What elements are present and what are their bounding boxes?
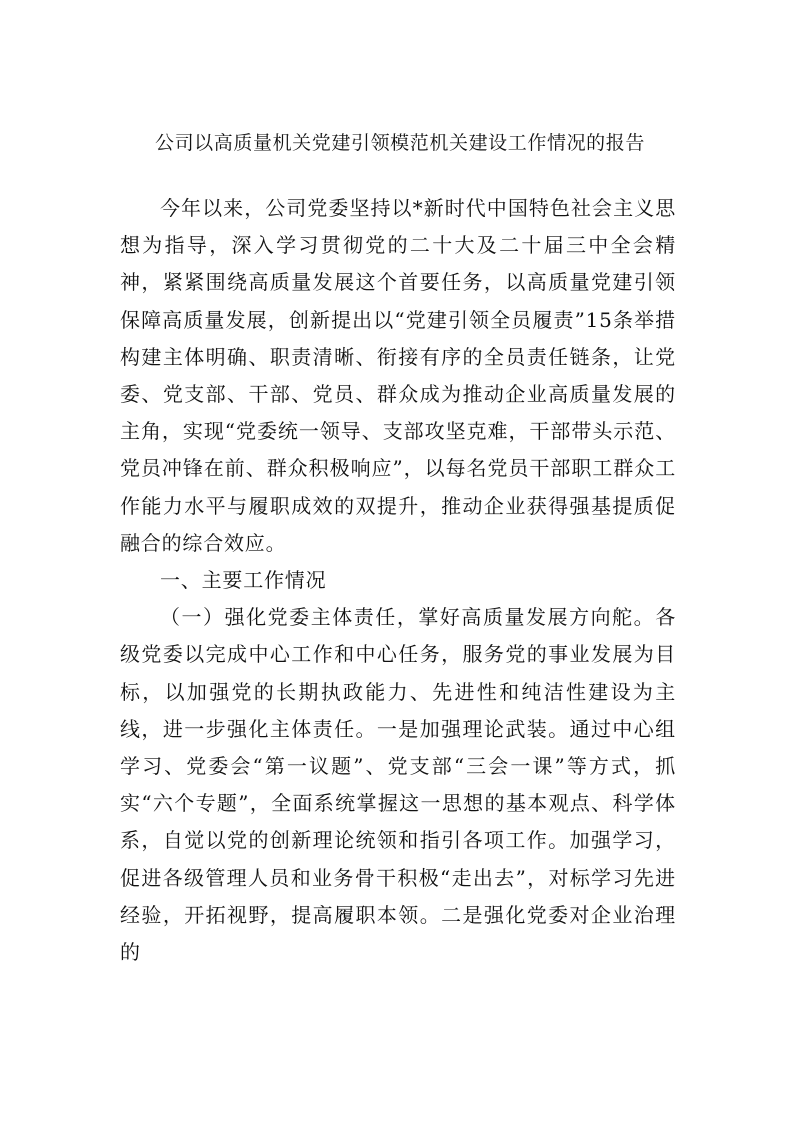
- document-body: [120, 190, 676, 971]
- subsection-paragraph: （一）强化党委主体责任，掌好高质量发展方向舵。各级党委以完成中心工作和中心任务，服务党的事业发展为目标，以加强党的长期执政能力、先进性和纯洁性建设为主线，进一步强化主体责任。一是加强理论武装。通过中心组学习、党委会“第一议题”、党支部“三会一课”等方式，抓实“六个专题”，全面系统掌握这一思想的基本观点、科学体系，自觉以党的创新理论统领和指引各项工作。加强学习，促进各级管理人员和业务骨干积极“走出去”，对标学习先进经验，开拓视野，提高履职本领。二是强化党委对企业治理的: [120, 605, 676, 965]
- intro-paragraph: 今年以来，公司党委坚持以*新时代中国特色社会主义思想为指导，深入学习贯彻党的二十大及二十届三中全会精神，紧紧围绕高质量发展这个首要任务，以高质量党建引领保障高质量发展，创新提出以“党建引领全员履责”15条举措构建主体明确、职责清晰、衔接有序的全员责任链条，让党委、党支部、干部、党员、群众成为推动企业高质量发展的主角，实现“党委统一领导、支部攻坚克难，干部带头示范、党员冲锋在前、群众积极响应”，以每名党员干部职工群众工作能力水平与履职成效的双提升，推动企业获得强基提质促融合的综合效应。: [120, 196, 676, 555]
- document-title: 公司以高质量机关党建引领模范机关建设工作情况的报告: [154, 132, 645, 154]
- section-heading: 一、主要工作情况: [160, 568, 327, 593]
